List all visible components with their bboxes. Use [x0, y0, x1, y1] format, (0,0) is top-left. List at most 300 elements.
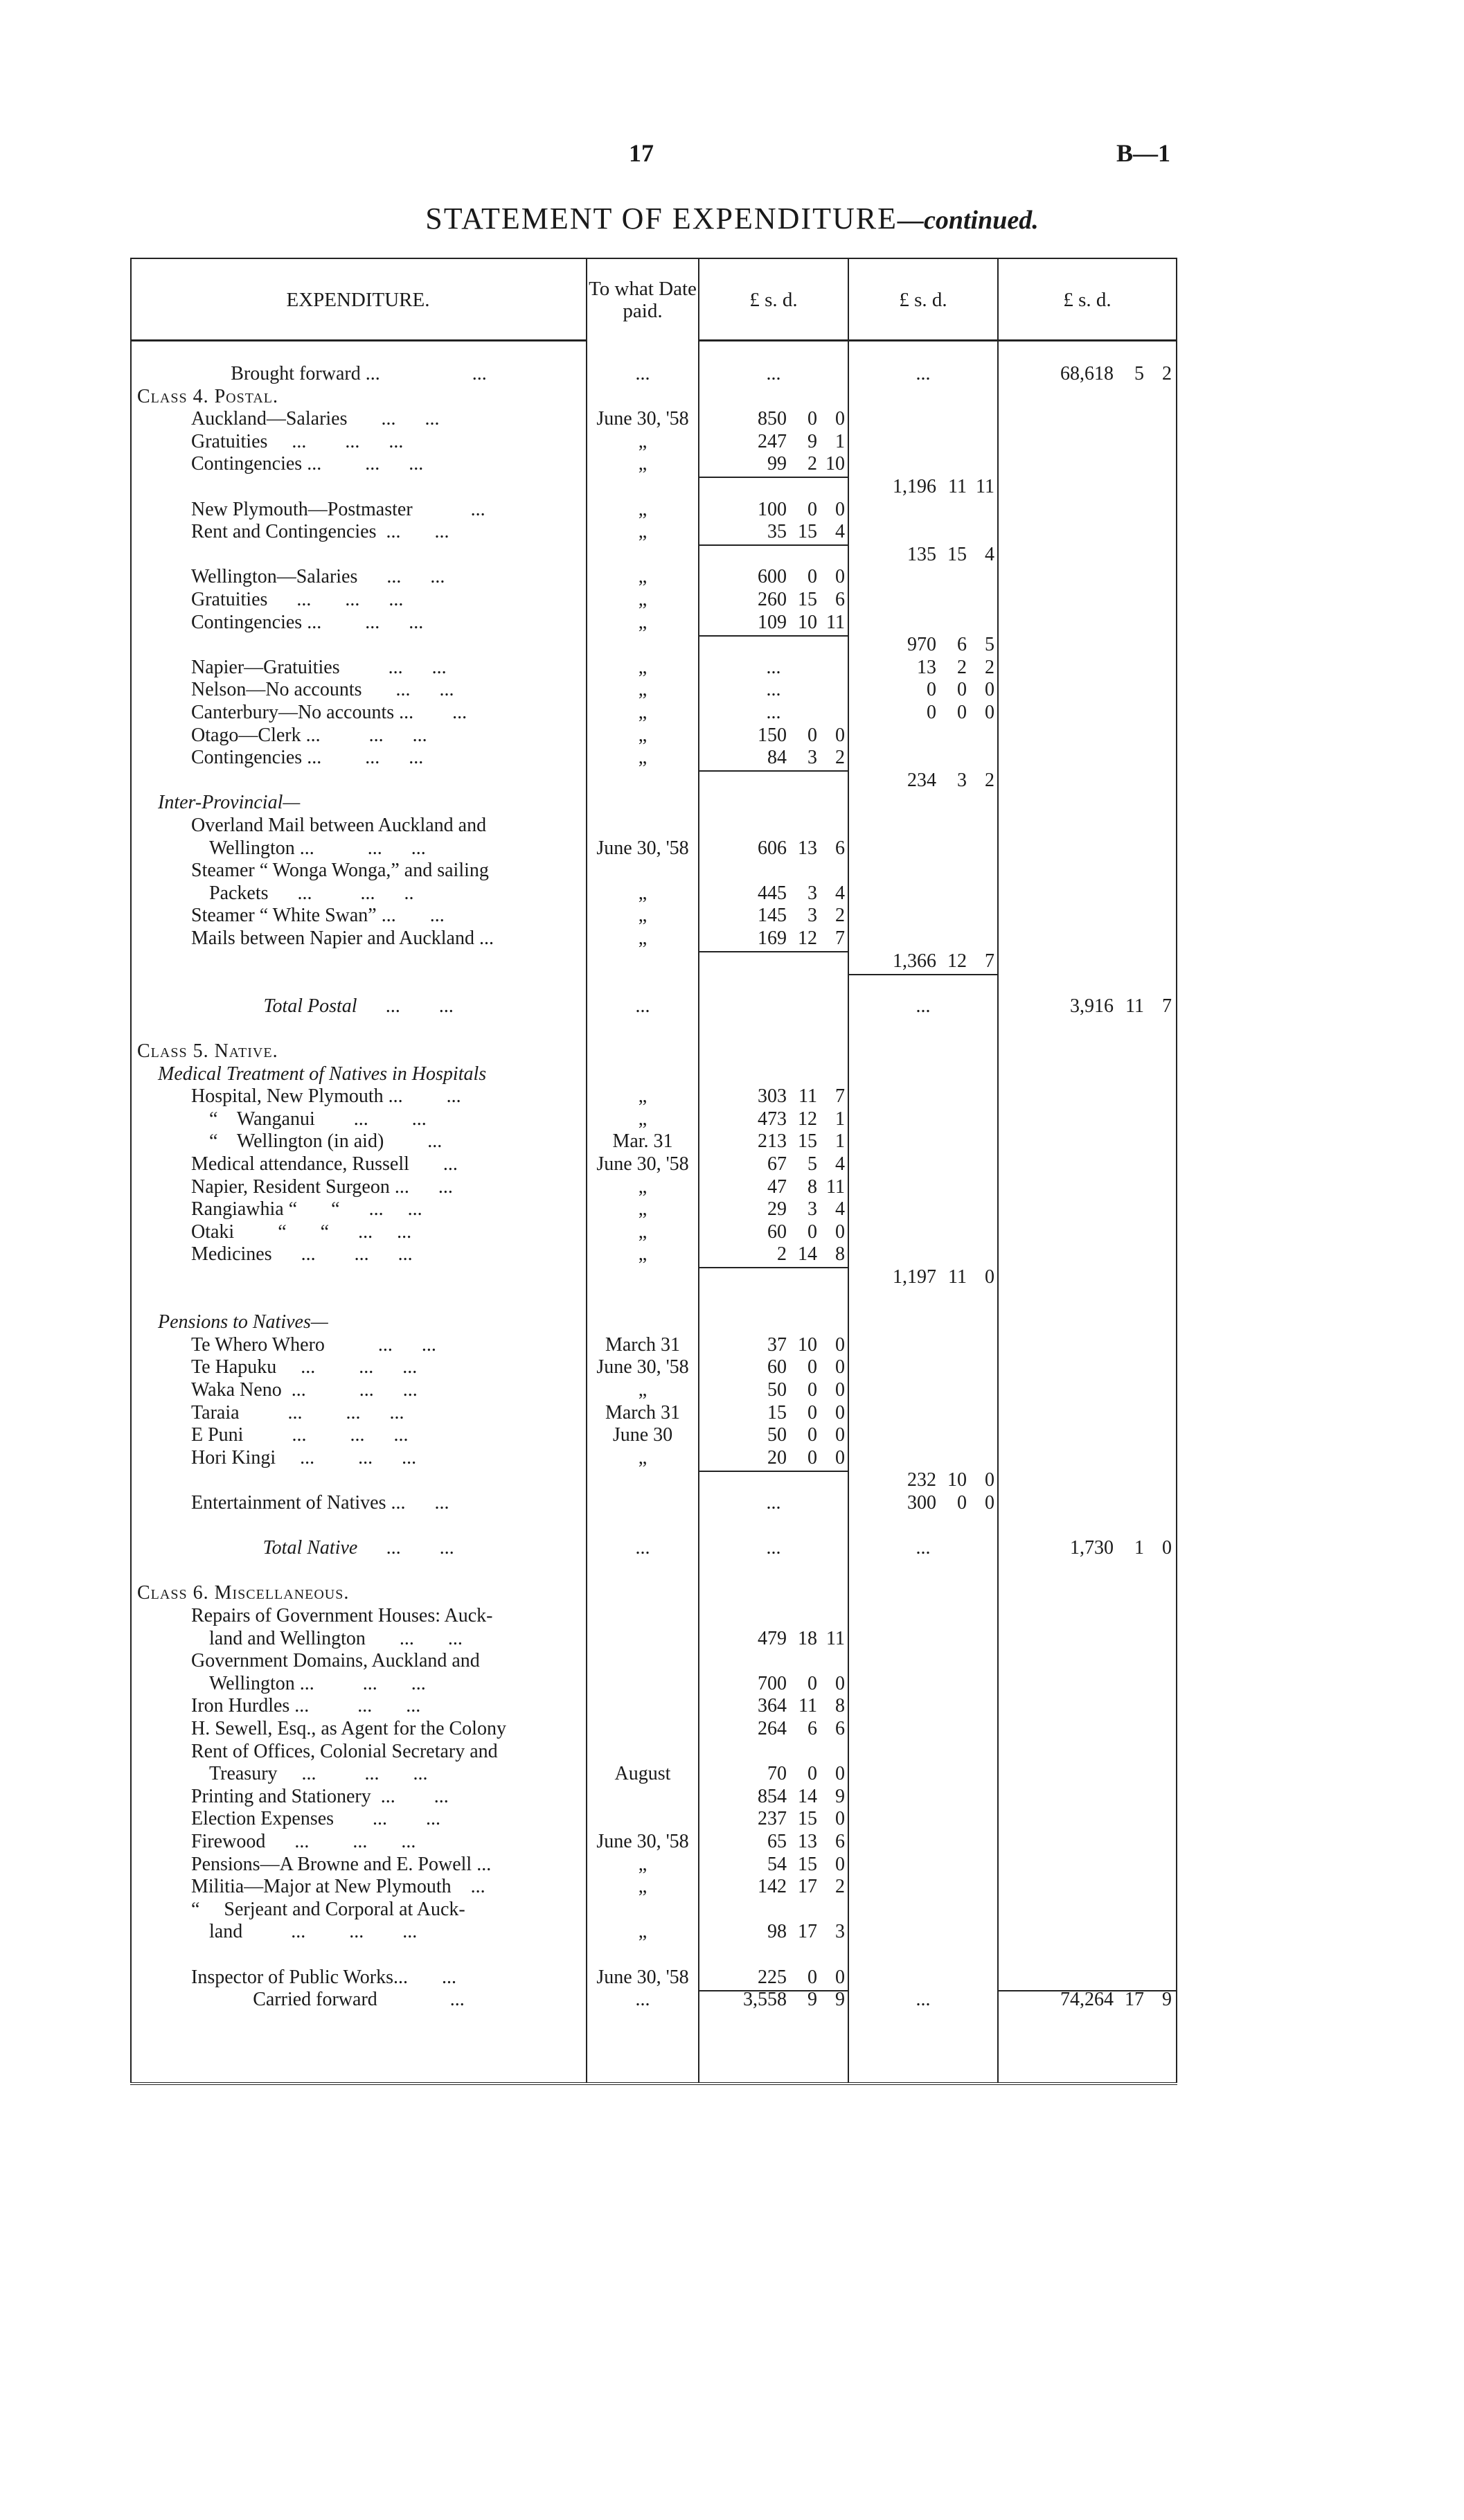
amount-pounds: 29: [767, 1198, 787, 1221]
amount-shillings: 17: [798, 1921, 817, 1943]
amount-c1: [702, 1695, 845, 1717]
table-row: [130, 1831, 1177, 1853]
row-label: New Plymouth—Postmaster ...: [191, 498, 485, 520]
row-label: Napier, Resident Surgeon ... ...: [191, 1175, 453, 1198]
amount-pounds: 3,558: [743, 1989, 787, 2011]
row-date-paid: June 30, '58: [596, 1153, 689, 1175]
row-date-paid: „: [638, 1876, 648, 1898]
amount-c1: [702, 1198, 845, 1221]
table-row: [130, 1899, 1177, 1921]
row-label: Auckland—Salaries ... ...: [191, 408, 440, 430]
amount-shillings: 11: [1125, 995, 1144, 1017]
amount-pence: 6: [835, 1831, 845, 1852]
amount-pounds: 47: [767, 1175, 787, 1198]
table-row: [130, 1018, 1177, 1040]
amount-shillings: 14: [798, 1785, 817, 1807]
table-row: [130, 431, 1177, 453]
amount-pence: 0: [985, 702, 994, 723]
amount-c2: [852, 995, 994, 1018]
row-date-paid: March 31: [605, 1401, 681, 1423]
table-row: [130, 386, 1177, 408]
row-label: Pensions—A Browne and E. Powell ...: [191, 1853, 492, 1875]
table-row: [130, 1921, 1177, 1943]
row-label: Rent and Contingencies ... ...: [191, 521, 449, 543]
row-date-paid: „: [638, 521, 648, 543]
row-date-paid: „: [638, 611, 648, 633]
row-label: “ Serjeant and Corporal at Auck-: [191, 1898, 465, 1920]
amount-shillings: 0: [807, 1401, 817, 1423]
amount-c2: [852, 1492, 994, 1514]
row-label: Rent of Offices, Colonial Secretary and: [191, 1740, 498, 1762]
table-row: [130, 1469, 1177, 1491]
row-date-paid: „: [638, 498, 648, 520]
table-row: [130, 408, 1177, 430]
row-label: Steamer “ Wonga Wonga,” and sailing: [191, 860, 489, 882]
amount-c2: [852, 679, 994, 701]
row-label: Government Domains, Auckland and: [191, 1650, 480, 1672]
amount-pounds: 50: [767, 1424, 787, 1446]
amount-pounds: 264: [758, 1718, 787, 1739]
row-label: Hospital, New Plymouth ... ...: [191, 1085, 461, 1108]
amount-pence: 0: [835, 1446, 845, 1468]
row-date-paid: „: [638, 702, 648, 723]
amount-shillings: 15: [798, 521, 817, 543]
amount-pounds: 232: [907, 1469, 936, 1491]
page-header: [0, 139, 1464, 180]
amount-pounds: 303: [758, 1085, 787, 1108]
row-date-paid: „: [638, 882, 648, 904]
amount-c1: [702, 1153, 845, 1175]
row-label: H. Sewell, Esq., as Agent for the Colony: [191, 1718, 506, 1739]
amount-c1: [702, 612, 845, 634]
row-label: Contingencies ... ... ...: [191, 453, 424, 475]
amount-c1: [702, 1492, 845, 1514]
amount-c1: [702, 1854, 845, 1876]
row-date-paid: „: [638, 1085, 648, 1108]
amount-pounds: 600: [758, 566, 787, 588]
amount-c2: [852, 1537, 994, 1559]
amount-pence: 4: [985, 543, 994, 565]
amount-pounds: 20: [767, 1446, 787, 1468]
amount-pounds: 15: [767, 1401, 787, 1423]
row-label: Napier—Gratuities ... ...: [191, 656, 447, 678]
header-rule-col3: [999, 339, 1176, 341]
amount-c1: [702, 657, 845, 679]
amount-shillings: 17: [798, 1876, 817, 1898]
amount-shillings: 0: [807, 1763, 817, 1785]
amount-c1: [702, 566, 845, 588]
row-label: Nelson—No accounts ... ...: [191, 679, 454, 701]
row-label: Printing and Stationery ... ...: [191, 1785, 449, 1807]
amount-pence: 9: [835, 1989, 845, 2011]
row-label: Taraia ... ... ...: [191, 1401, 404, 1423]
amount-pounds: 479: [758, 1627, 787, 1649]
amount-placeholder: ...: [766, 1537, 781, 1559]
table-row: [130, 1515, 1177, 1537]
table-row: [130, 725, 1177, 747]
table-row: [130, 928, 1177, 950]
table-row: [130, 544, 1177, 566]
amount-c1: [702, 408, 845, 430]
row-date-paid: „: [638, 905, 648, 927]
amount-pounds: 247: [758, 430, 787, 452]
amount-c1: [702, 1628, 845, 1650]
row-label: Brought forward ... ...: [231, 363, 487, 384]
table-row: [130, 589, 1177, 611]
title-main: STATEMENT OF EXPENDITURE: [425, 202, 898, 236]
row-label: “ Wanganui ... ...: [209, 1108, 427, 1130]
amount-pounds: 74,264: [1060, 1989, 1114, 2011]
amount-pence: 8: [835, 1243, 845, 1266]
amount-pence: 0: [835, 1356, 845, 1378]
row-date-paid: „: [638, 1108, 648, 1130]
row-label: Waka Neno ... ... ...: [191, 1379, 418, 1401]
amount-shillings: 9: [807, 1989, 817, 2011]
amount-pence: 4: [835, 521, 845, 543]
amount-pence: 0: [985, 1266, 994, 1288]
amount-c2: [852, 634, 994, 656]
expenditure-table: [130, 258, 1177, 2085]
amount-c1: [702, 363, 845, 385]
row-date-paid: June 30, '58: [596, 1966, 689, 1988]
amount-pounds: 100: [758, 498, 787, 520]
amount-pounds: 234: [907, 769, 936, 791]
amount-pence: 5: [985, 634, 994, 656]
amount-pence: 1: [835, 430, 845, 452]
amount-shillings: 3: [807, 882, 817, 904]
amount-pounds: 68,618: [1060, 363, 1114, 384]
table-row: [130, 1108, 1177, 1130]
row-label: Packets ... ... ..: [209, 882, 414, 904]
row-date-paid: June 30, '58: [596, 1356, 689, 1378]
amount-pounds: 109: [758, 611, 787, 633]
row-label: Mails between Napier and Auckland ...: [191, 928, 494, 949]
amount-pounds: 3,916: [1070, 995, 1114, 1017]
amount-pounds: 142: [758, 1876, 787, 1898]
amount-c2: [852, 702, 994, 724]
amount-shillings: 12: [798, 928, 817, 949]
amount-pounds: 13: [917, 656, 936, 678]
amount-shillings: 14: [798, 1243, 817, 1266]
amount-c1: [702, 1921, 845, 1943]
table-row: [130, 1334, 1177, 1356]
amount-pence: 0: [1162, 1537, 1172, 1559]
amount-pounds: 854: [758, 1785, 787, 1807]
amount-placeholder: ...: [916, 1537, 931, 1559]
amount-shillings: 0: [807, 1446, 817, 1468]
amount-c1: [702, 1085, 845, 1108]
amount-shillings: 0: [807, 1221, 817, 1243]
amount-c3: [1003, 995, 1172, 1018]
amount-c1: [702, 747, 845, 769]
table-row: [130, 1808, 1177, 1830]
amount-pence: 0: [835, 566, 845, 588]
amount-shillings: 0: [807, 1424, 817, 1446]
row-label: E Puni ... ... ...: [191, 1424, 409, 1446]
row-label: Rangiawhia “ “ ... ...: [191, 1198, 422, 1221]
table-row: [130, 1967, 1177, 1989]
amount-pounds: 850: [758, 408, 787, 430]
table-row: [130, 453, 1177, 475]
table-row: [130, 770, 1177, 792]
amount-c2: [852, 476, 994, 498]
amount-pounds: 260: [758, 589, 787, 610]
row-label: Hori Kingi ... ... ...: [191, 1446, 417, 1468]
amount-pounds: 1,196: [893, 476, 936, 497]
amount-pounds: 473: [758, 1108, 787, 1130]
amount-c1: [702, 431, 845, 453]
table-row: [130, 1786, 1177, 1808]
row-date-paid: ...: [635, 995, 650, 1017]
header-col1-currency: £ s. d.: [749, 289, 798, 311]
amount-c1: [702, 1243, 845, 1266]
table-row: [130, 1650, 1177, 1672]
row-date-paid: „: [638, 453, 648, 475]
amount-pence: 4: [835, 1198, 845, 1221]
row-label: Medical Treatment of Natives in Hospitals: [158, 1063, 487, 1085]
amount-c1: [702, 1831, 845, 1853]
amount-c1: [702, 1876, 845, 1898]
amount-pounds: 1,730: [1070, 1537, 1114, 1559]
table-row: [130, 1243, 1177, 1266]
amount-pence: 11: [826, 611, 845, 633]
amount-shillings: 13: [798, 837, 817, 859]
table-row: [130, 1198, 1177, 1221]
row-label: Otaki “ “ ... ...: [191, 1221, 412, 1243]
table-row: [130, 860, 1177, 882]
amount-pence: 11: [826, 1627, 845, 1649]
amount-shillings: 9: [807, 430, 817, 452]
row-label: Total Native ... ...: [262, 1537, 455, 1559]
amount-pence: 6: [835, 1718, 845, 1739]
amount-pounds: 606: [758, 837, 787, 859]
amount-pounds: 150: [758, 724, 787, 746]
row-label: Contingencies ... ... ...: [191, 611, 424, 633]
header-rule-col2: [849, 339, 997, 341]
amount-c1: [702, 837, 845, 860]
row-label: Class 5. Native.: [137, 1040, 278, 1062]
row-date-paid: „: [638, 589, 648, 610]
row-label: Te Hapuku ... ... ...: [191, 1356, 418, 1378]
amount-shillings: 15: [798, 1808, 817, 1830]
amount-shillings: 11: [798, 1695, 817, 1717]
row-date-paid: „: [638, 1175, 648, 1198]
amount-pence: 9: [835, 1785, 845, 1807]
row-date-paid: „: [638, 747, 648, 769]
amount-shillings: 10: [798, 611, 817, 633]
amount-c1: [702, 1108, 845, 1130]
amount-c1: [702, 905, 845, 927]
table-row: [130, 634, 1177, 656]
document-title: [0, 201, 1464, 236]
table-row: [130, 1153, 1177, 1175]
row-label: Medical attendance, Russell ...: [191, 1153, 458, 1175]
table-row: [130, 1741, 1177, 1763]
row-label: Overland Mail between Auckland and: [191, 815, 487, 836]
table-row: [130, 1447, 1177, 1469]
row-date-paid: ...: [635, 1989, 650, 2011]
amount-pounds: 54: [767, 1853, 787, 1875]
amount-placeholder: ...: [916, 995, 931, 1017]
table-row: [130, 1379, 1177, 1401]
amount-c2: [852, 1266, 994, 1288]
amount-shillings: 11: [798, 1085, 817, 1108]
amount-pence: 4: [835, 1153, 845, 1175]
amount-c1: [702, 928, 845, 950]
amount-shillings: 0: [807, 566, 817, 588]
amount-c1: [702, 499, 845, 521]
row-label: Wellington ... ... ...: [209, 1672, 426, 1694]
row-label: Steamer “ White Swan” ... ...: [191, 905, 445, 927]
amount-pence: 7: [1162, 995, 1172, 1017]
amount-c1: [702, 1379, 845, 1401]
amount-pence: 2: [985, 656, 994, 678]
amount-shillings: 0: [807, 1966, 817, 1988]
table-row: [130, 1130, 1177, 1153]
amount-shillings: 3: [807, 1198, 817, 1221]
row-date-paid: „: [638, 1853, 648, 1875]
row-label: Election Expenses ... ...: [191, 1808, 441, 1830]
table-row: [130, 882, 1177, 905]
amount-pounds: 70: [767, 1763, 787, 1785]
table-row: [130, 657, 1177, 679]
table-row: [130, 566, 1177, 588]
table-row: [130, 1560, 1177, 1582]
table-row: [130, 679, 1177, 701]
row-label: Entertainment of Natives ... ...: [191, 1492, 449, 1514]
amount-shillings: 0: [957, 702, 967, 723]
amount-shillings: 15: [947, 543, 967, 565]
amount-pounds: 65: [767, 1831, 787, 1852]
amount-shillings: 5: [1134, 363, 1144, 384]
amount-pence: 0: [835, 1672, 845, 1694]
amount-pounds: 225: [758, 1966, 787, 1988]
amount-pounds: 98: [767, 1921, 787, 1943]
amount-c1: [702, 1537, 845, 1559]
title-continued: —continued.: [897, 206, 1039, 235]
amount-c2: [852, 770, 994, 792]
amount-shillings: 12: [798, 1108, 817, 1130]
table-row: [130, 499, 1177, 521]
amount-c3: [1003, 1537, 1172, 1559]
amount-shillings: 0: [807, 1379, 817, 1401]
amount-pence: 11: [826, 1175, 845, 1198]
table-row: [130, 1424, 1177, 1446]
table-row: [130, 1402, 1177, 1424]
row-date-paid: „: [638, 928, 648, 949]
page-reference: B—1: [1116, 139, 1171, 167]
row-label: Wellington ... ... ...: [209, 837, 426, 859]
amount-shillings: 10: [947, 1469, 967, 1491]
amount-shillings: 3: [957, 769, 967, 791]
amount-c1: [702, 1808, 845, 1830]
amount-shillings: 18: [798, 1627, 817, 1649]
row-date-paid: „: [638, 430, 648, 452]
amount-pence: 0: [835, 1853, 845, 1875]
amount-pence: 0: [835, 408, 845, 430]
row-label: Gratuities ... ... ...: [191, 430, 404, 452]
amount-shillings: 15: [798, 1130, 817, 1153]
amount-c1: [702, 1447, 845, 1469]
amount-placeholder: ...: [916, 1989, 931, 2011]
amount-shillings: 15: [798, 1853, 817, 1875]
amount-shillings: 2: [957, 656, 967, 678]
amount-c2: [852, 657, 994, 679]
row-label: Class 6. Miscellaneous.: [137, 1582, 350, 1604]
row-label: Inspector of Public Works... ...: [191, 1966, 456, 1988]
table-row: [130, 363, 1177, 385]
amount-pounds: 1,197: [893, 1266, 936, 1288]
table-row: [130, 521, 1177, 543]
row-label: Militia—Major at New Plymouth ...: [191, 1876, 485, 1898]
amount-shillings: 11: [948, 1266, 967, 1288]
amount-c1: [702, 1176, 845, 1198]
amount-pence: 7: [985, 950, 994, 972]
amount-pounds: 0: [927, 679, 936, 701]
amount-pounds: 60: [767, 1356, 787, 1378]
row-date-paid: ...: [635, 1537, 650, 1559]
table-row: [130, 612, 1177, 634]
table-row: [130, 1605, 1177, 1627]
table-row: [130, 1356, 1177, 1378]
amount-shillings: 0: [957, 1492, 967, 1514]
row-date-paid: June 30, '58: [596, 837, 689, 859]
amount-c2: [852, 1469, 994, 1491]
amount-shillings: 12: [947, 950, 967, 972]
row-date-paid: June 30, '58: [596, 1831, 689, 1852]
amount-pence: 2: [1162, 363, 1172, 384]
table-row: [130, 1266, 1177, 1288]
amount-pounds: 67: [767, 1153, 787, 1175]
page-number: 17: [629, 139, 654, 167]
amount-c1: [702, 589, 845, 611]
row-label: land and Wellington ... ...: [209, 1627, 463, 1649]
amount-pounds: 35: [767, 521, 787, 543]
row-label: Treasury ... ... ...: [209, 1763, 428, 1785]
amount-pence: 2: [835, 905, 845, 927]
table-row: [130, 476, 1177, 498]
header-expenditure: EXPENDITURE.: [286, 289, 430, 311]
amount-pence: 0: [835, 1221, 845, 1243]
amount-pence: 0: [985, 679, 994, 701]
amount-c2: [852, 1989, 994, 2011]
amount-c3: [1003, 363, 1172, 385]
row-date-paid: ...: [635, 363, 650, 384]
amount-c1: [702, 1356, 845, 1378]
amount-c1: [702, 882, 845, 905]
amount-shillings: 0: [807, 498, 817, 520]
table-row: [130, 1176, 1177, 1198]
amount-pounds: 169: [758, 928, 787, 949]
row-label: Medicines ... ... ...: [191, 1243, 413, 1266]
amount-pence: 9: [1162, 1989, 1172, 2011]
row-label: Iron Hurdles ... ... ...: [191, 1695, 421, 1717]
amount-pence: 0: [835, 1333, 845, 1356]
amount-shillings: 17: [1125, 1989, 1144, 2011]
amount-c1: [702, 521, 845, 543]
amount-c1: [702, 1334, 845, 1356]
row-date-paid: „: [638, 656, 648, 678]
row-date-paid: „: [638, 1446, 648, 1468]
amount-pence: 10: [825, 453, 845, 475]
amount-pence: 3: [835, 1921, 845, 1943]
table-row: [130, 837, 1177, 860]
table-row: [130, 905, 1177, 927]
amount-placeholder: ...: [916, 363, 931, 384]
row-date-paid: „: [638, 1198, 648, 1221]
table-row: [130, 1040, 1177, 1063]
amount-shillings: 3: [807, 747, 817, 769]
